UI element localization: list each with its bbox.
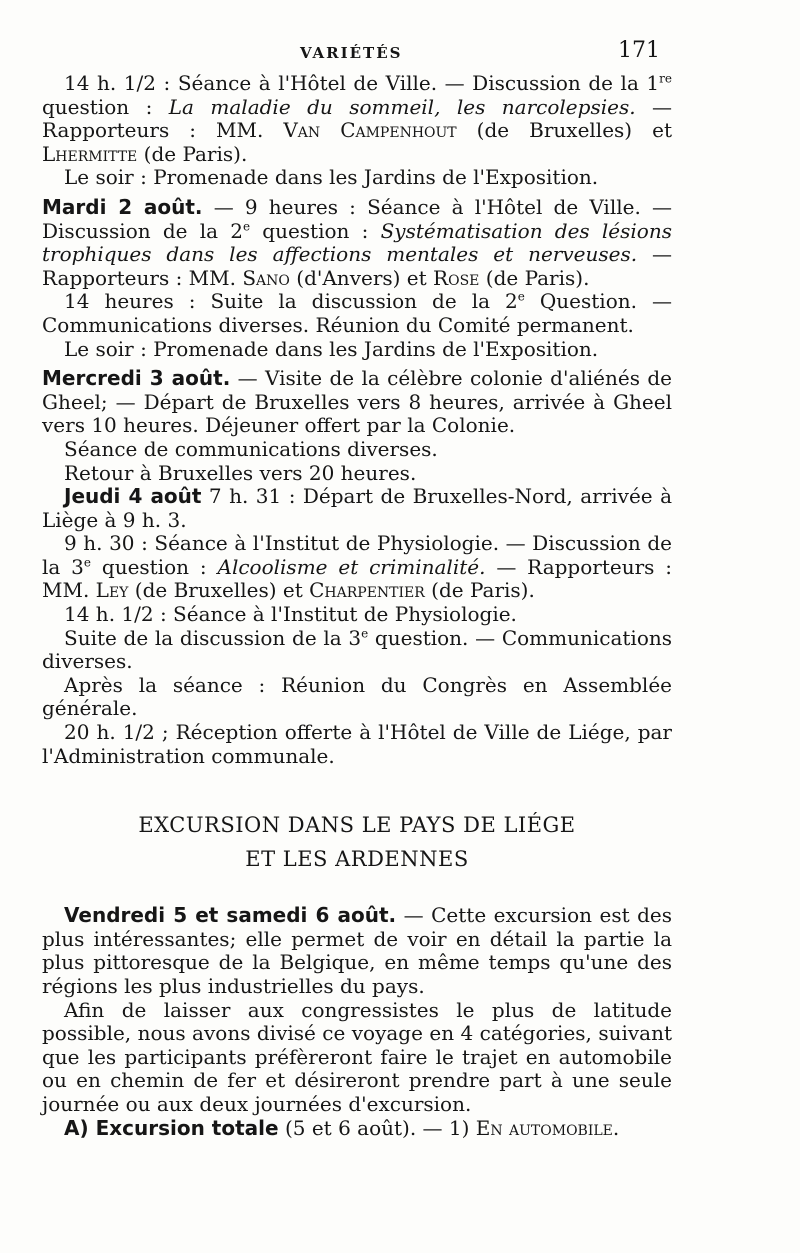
paragraph-session-1 — [42, 72, 672, 166]
question-topic: La maladie du sommeil, les narcolepsies. — [168, 94, 636, 119]
text: (de Paris). — [137, 141, 248, 166]
day-heading: Jeudi 4 août — [64, 484, 202, 509]
text: (d'Anvers) et — [289, 265, 434, 290]
section-title-line-1: EXCURSION DANS LE PAYS DE LIÉGE — [138, 813, 576, 838]
text: : Séance à l'Hôtel de Ville. — Discussion de la — [155, 71, 647, 95]
paragraph-thursday — [42, 485, 672, 532]
text: 1 — [646, 71, 660, 95]
text: — Rapporteurs : MM. — [42, 94, 672, 143]
paragraph-discussion-continued — [42, 627, 672, 674]
paragraph-afternoon-tuesday — [42, 290, 672, 337]
ordinal-suffix: e — [361, 626, 369, 640]
text: 7 h. 31 : Départ de Bruxelles-Nord, arrivée à Liège à 9 h. 3. — [42, 484, 673, 532]
subsection-heading: A) Excursion totale — [64, 1115, 279, 1140]
text: 9 h. 30 : Séance à l'Institut de Physiologie. — Discussion de la 3 — [42, 531, 672, 579]
page-number: 171 — [618, 38, 660, 63]
text: question : — [91, 554, 218, 579]
text: (de Bruxelles) et — [456, 118, 672, 143]
paragraph-return: Retour à Bruxelles vers 20 heures. — [64, 460, 417, 485]
ordinal-suffix: e — [517, 289, 525, 304]
text: question : — [250, 218, 381, 243]
paragraph-reception: 20 h. 1/2 ; Réception offerte à l'Hôtel de Ville de Liége, par l'Administration communale. — [42, 720, 672, 768]
question-topic: Alcoolisme et criminalité. — [217, 554, 486, 579]
text: (de Paris). — [424, 578, 535, 603]
text: question : — [42, 94, 169, 119]
text: question. — Communications diverses. — [42, 625, 672, 674]
rapporteur-name: Ley — [95, 578, 129, 603]
paragraph-evening-1: Le soir : Promenade dans les Jardins de l'Exposition. — [64, 165, 599, 190]
section-title-line-2: ET LES ARDENNES — [245, 847, 469, 872]
session-time: 14 h. 1/2 — [64, 71, 156, 95]
ordinal-suffix: e — [242, 218, 251, 233]
paragraph-categories: Afin de laisser aux congressistes le plus de latitude possible, nous avons divisé ce voyage en 4 catégories, suivant que les participants préfèreront faire le trajet en automobile ou en chemin de fer et désireront prendre part à une seule journée ou aux deux journées d'excursion. — [42, 997, 672, 1116]
day-heading: Vendredi 5 et samedi 6 août. — [64, 903, 397, 928]
text: (de Bruxelles) et — [128, 578, 310, 603]
text: 14 heures : Suite la discussion de la 2 — [64, 289, 518, 314]
text: — Cette excursion est des plus intéressantes; elle permet de voir en détail la partie la plus pittoresque de la Belgique, en même temps qu'une des régions les plus industrielles du pays. — [42, 903, 673, 998]
running-header — [0, 28, 800, 68]
transport-mode: En automobile. — [475, 1115, 620, 1140]
rapporteur-name: Charpentier — [309, 578, 425, 603]
rapporteur-name: Sano — [242, 265, 290, 290]
rapporteur-name: Lhermitte — [42, 141, 138, 166]
day-heading: Mercredi 3 août. — [42, 366, 231, 391]
text: — Visite de la célèbre colonie d'aliénés de Gheel; — Départ de Bruxelles vers 8 heures, arrivée à Gheel vers 10 heures. Déjeuner offert par la Colonie. — [42, 366, 672, 438]
day-heading: Mardi 2 août. — [42, 194, 203, 219]
page-body — [42, 72, 672, 1140]
paragraph-afternoon-thursday: 14 h. 1/2 : Séance à l'Institut de Physiologie. — [64, 602, 517, 627]
paragraph-excursion-a — [42, 1117, 672, 1141]
paragraph-wednesday — [42, 367, 672, 438]
ordinal-suffix: e — [83, 555, 92, 570]
rapporteur-name: Van Campenhout — [283, 118, 457, 143]
paragraph-tuesday — [42, 196, 672, 290]
text: Question. — Communications diverses. Réunion du Comité permanent. — [42, 289, 672, 337]
text: — 9 heures : Séance à l'Hôtel de Ville. — Discussion de la 2 — [42, 194, 672, 243]
question-topic: Systématisation des lésions trophiques dans les affections mentales et nerveuses. — [42, 218, 672, 267]
paragraph-session-3 — [42, 532, 672, 603]
paragraph-friday-saturday — [42, 904, 672, 998]
running-title: VARIÉTÉS — [300, 44, 403, 62]
text: — Rapporteurs : MM. — [42, 242, 673, 290]
ordinal-suffix: re — [659, 71, 672, 86]
paragraph-communications: Séance de communications diverses. — [64, 436, 438, 461]
rapporteur-name: Rose — [433, 265, 480, 290]
text: Suite de la discussion de la 3 — [64, 625, 362, 650]
text: (5 et 6 août). — 1) — [278, 1115, 476, 1140]
paragraph-assembly: Après la séance : Réunion du Congrès en Assemblée générale. — [42, 672, 672, 721]
text: — Rapporteurs : MM. — [42, 554, 673, 603]
text: (de Paris). — [479, 265, 590, 290]
paragraph-evening-2: Le soir : Promenade dans les Jardins de l'Exposition. — [64, 336, 599, 361]
